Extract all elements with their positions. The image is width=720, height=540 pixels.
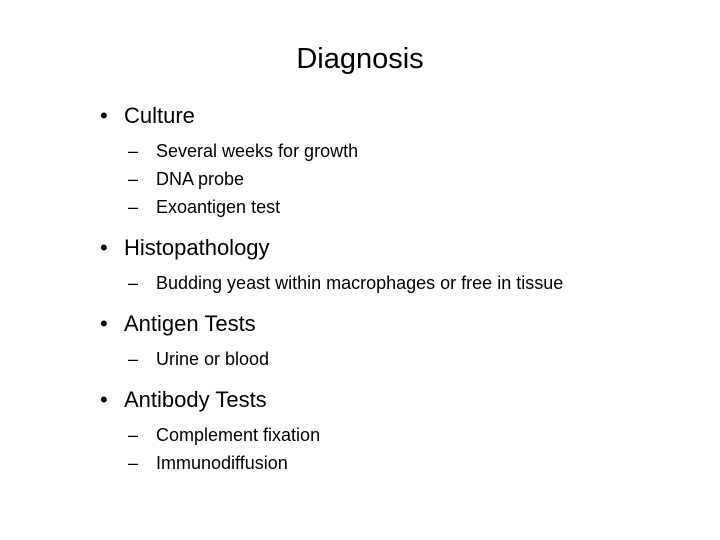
section-antibody-tests	[98, 383, 698, 477]
sub-list-histopathology	[128, 269, 698, 297]
slide-title: Diagnosis	[296, 43, 424, 75]
sub-item-text: Budding yeast within macrophages or free in tissue	[156, 273, 564, 293]
dash-marker: –	[128, 425, 139, 445]
sub-list-antibody-tests	[128, 421, 698, 477]
bullet-antigen-tests	[98, 307, 698, 341]
sub-item-text: Immunodiffusion	[156, 453, 288, 473]
dash-marker: –	[128, 453, 139, 473]
sub-item	[128, 165, 698, 193]
bullet-marker: •	[100, 387, 108, 412]
section-antigen-tests	[98, 307, 698, 373]
sub-item-text: Several weeks for growth	[156, 141, 359, 161]
sub-item-text: Exoantigen test	[156, 197, 281, 217]
sub-item	[128, 421, 698, 449]
bullet-culture	[98, 99, 698, 133]
bullet-antibody-tests	[98, 383, 698, 417]
sub-list-antigen-tests	[128, 345, 698, 373]
slide-content	[98, 99, 698, 487]
section-histopathology	[98, 231, 698, 297]
section-culture	[98, 99, 698, 221]
bullet-label: Histopathology	[124, 235, 270, 260]
sub-item-text: Complement fixation	[156, 425, 321, 445]
sub-item-text: DNA probe	[156, 169, 245, 189]
dash-marker: –	[128, 197, 139, 217]
bullet-label: Antibody Tests	[124, 387, 267, 412]
sub-list-culture	[128, 137, 698, 221]
sub-item	[128, 345, 698, 373]
bullet-label: Antigen Tests	[124, 311, 256, 336]
sub-item	[128, 193, 698, 221]
bullet-marker: •	[100, 235, 108, 260]
sub-item	[128, 269, 698, 297]
bullet-marker: •	[100, 311, 108, 336]
dash-marker: –	[128, 141, 139, 161]
dash-marker: –	[128, 169, 139, 189]
sub-item	[128, 137, 698, 165]
sub-item-text: Urine or blood	[156, 349, 270, 369]
bullet-label: Culture	[124, 103, 195, 128]
bullet-marker: •	[100, 103, 108, 128]
dash-marker: –	[128, 349, 139, 369]
bullet-histopathology	[98, 231, 698, 265]
dash-marker: –	[128, 273, 139, 293]
sub-item	[128, 449, 698, 477]
